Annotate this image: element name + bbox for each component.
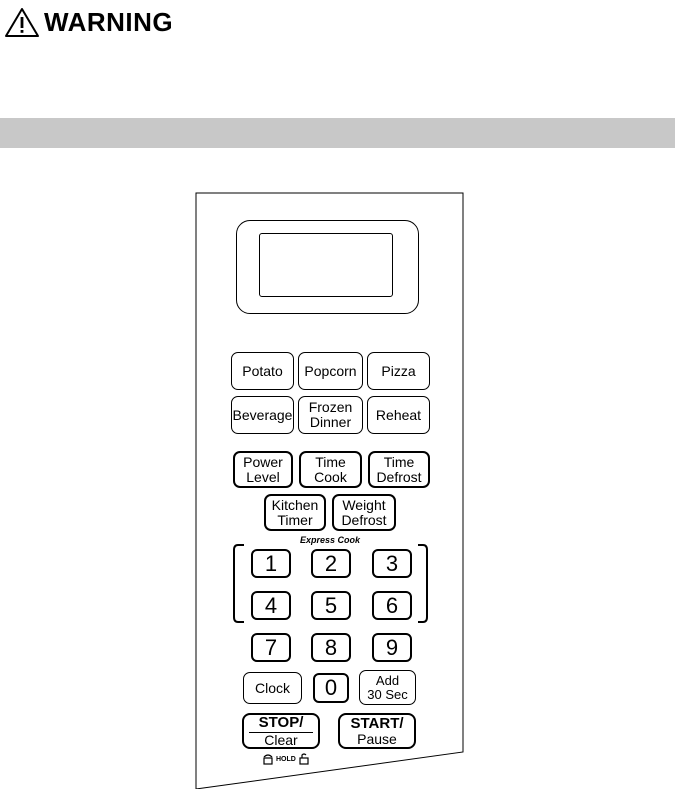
frozen-dinner-label-line1: Frozen — [308, 399, 353, 416]
power-level-button[interactable] — [233, 451, 293, 488]
digit-8-label: 8 — [324, 634, 338, 660]
clock-label: Clock — [254, 679, 290, 696]
unlock-icon — [298, 753, 310, 765]
stop-clear-button[interactable] — [242, 713, 320, 749]
digit-9-button[interactable] — [372, 633, 412, 662]
express-cook-label: Express Cook — [299, 535, 361, 545]
kitchen-timer-label-line2: Timer — [277, 511, 313, 528]
digit-3-button[interactable] — [372, 549, 412, 578]
time-cook-button[interactable] — [299, 451, 362, 488]
display-window — [236, 220, 419, 314]
popcorn-button[interactable] — [298, 352, 363, 390]
add-30-sec-label-line2: 30 Sec — [367, 686, 408, 702]
time-defrost-label-line1: Time — [383, 453, 415, 470]
digit-4-button[interactable] — [251, 591, 291, 620]
frozen-dinner-button[interactable] — [298, 396, 363, 434]
digit-3-label: 3 — [385, 550, 399, 576]
digit-4-label: 4 — [264, 592, 278, 618]
kitchen-timer-button[interactable] — [264, 494, 326, 531]
time-cook-label-line2: Cook — [314, 468, 347, 485]
frozen-dinner-label-line2: Dinner — [309, 414, 352, 430]
clock-button[interactable] — [243, 672, 302, 704]
weight-defrost-label-line1: Weight — [342, 496, 386, 513]
digit-1-button[interactable] — [251, 549, 291, 578]
start-pause-button[interactable] — [338, 713, 416, 749]
popcorn-label: Popcorn — [304, 362, 357, 379]
reheat-button[interactable] — [367, 396, 430, 434]
weight-defrost-label-line2: Defrost — [341, 511, 387, 528]
digit-0-label: 0 — [324, 675, 338, 701]
digit-0-button[interactable] — [313, 673, 349, 703]
lock-icon — [262, 753, 274, 765]
add-30-sec-button[interactable] — [359, 670, 416, 705]
pause-label: Pause — [357, 730, 397, 747]
digit-5-button[interactable] — [311, 591, 351, 620]
digit-2-label: 2 — [324, 550, 338, 576]
stop-label: STOP/ — [258, 713, 304, 731]
power-level-label-line2: Level — [246, 468, 280, 485]
add-30-sec-label-line1: Add — [375, 672, 400, 688]
digit-8-button[interactable] — [311, 633, 351, 662]
digit-2-button[interactable] — [311, 549, 351, 578]
power-level-label-line1: Power — [243, 453, 283, 470]
digit-6-button[interactable] — [372, 591, 412, 620]
time-cook-label-line1: Time — [315, 453, 346, 470]
potato-button[interactable] — [231, 352, 294, 390]
digit-7-label: 7 — [264, 634, 278, 660]
beverage-button[interactable] — [231, 396, 294, 434]
digit-1-label: 1 — [264, 550, 278, 576]
digit-6-label: 6 — [385, 592, 399, 618]
pizza-label: Pizza — [381, 362, 416, 379]
clear-label: Clear — [264, 731, 298, 748]
beverage-label: Beverage — [232, 406, 293, 423]
time-defrost-label-line2: Defrost — [376, 468, 422, 485]
digit-7-button[interactable] — [251, 633, 291, 662]
digit-9-label: 9 — [385, 634, 399, 660]
kitchen-timer-label-line1: Kitchen — [271, 496, 319, 513]
pizza-button[interactable] — [367, 352, 430, 390]
warning-title: WARNING — [44, 6, 174, 37]
start-label: START/ — [350, 714, 404, 732]
hold-label: HOLD — [276, 755, 296, 763]
display-screen — [259, 233, 393, 297]
weight-defrost-button[interactable] — [332, 494, 396, 531]
reheat-label: Reheat — [375, 406, 422, 423]
time-defrost-button[interactable] — [368, 451, 430, 488]
hold-indicator — [262, 752, 310, 766]
digit-5-label: 5 — [324, 592, 338, 618]
potato-label: Potato — [242, 362, 283, 379]
